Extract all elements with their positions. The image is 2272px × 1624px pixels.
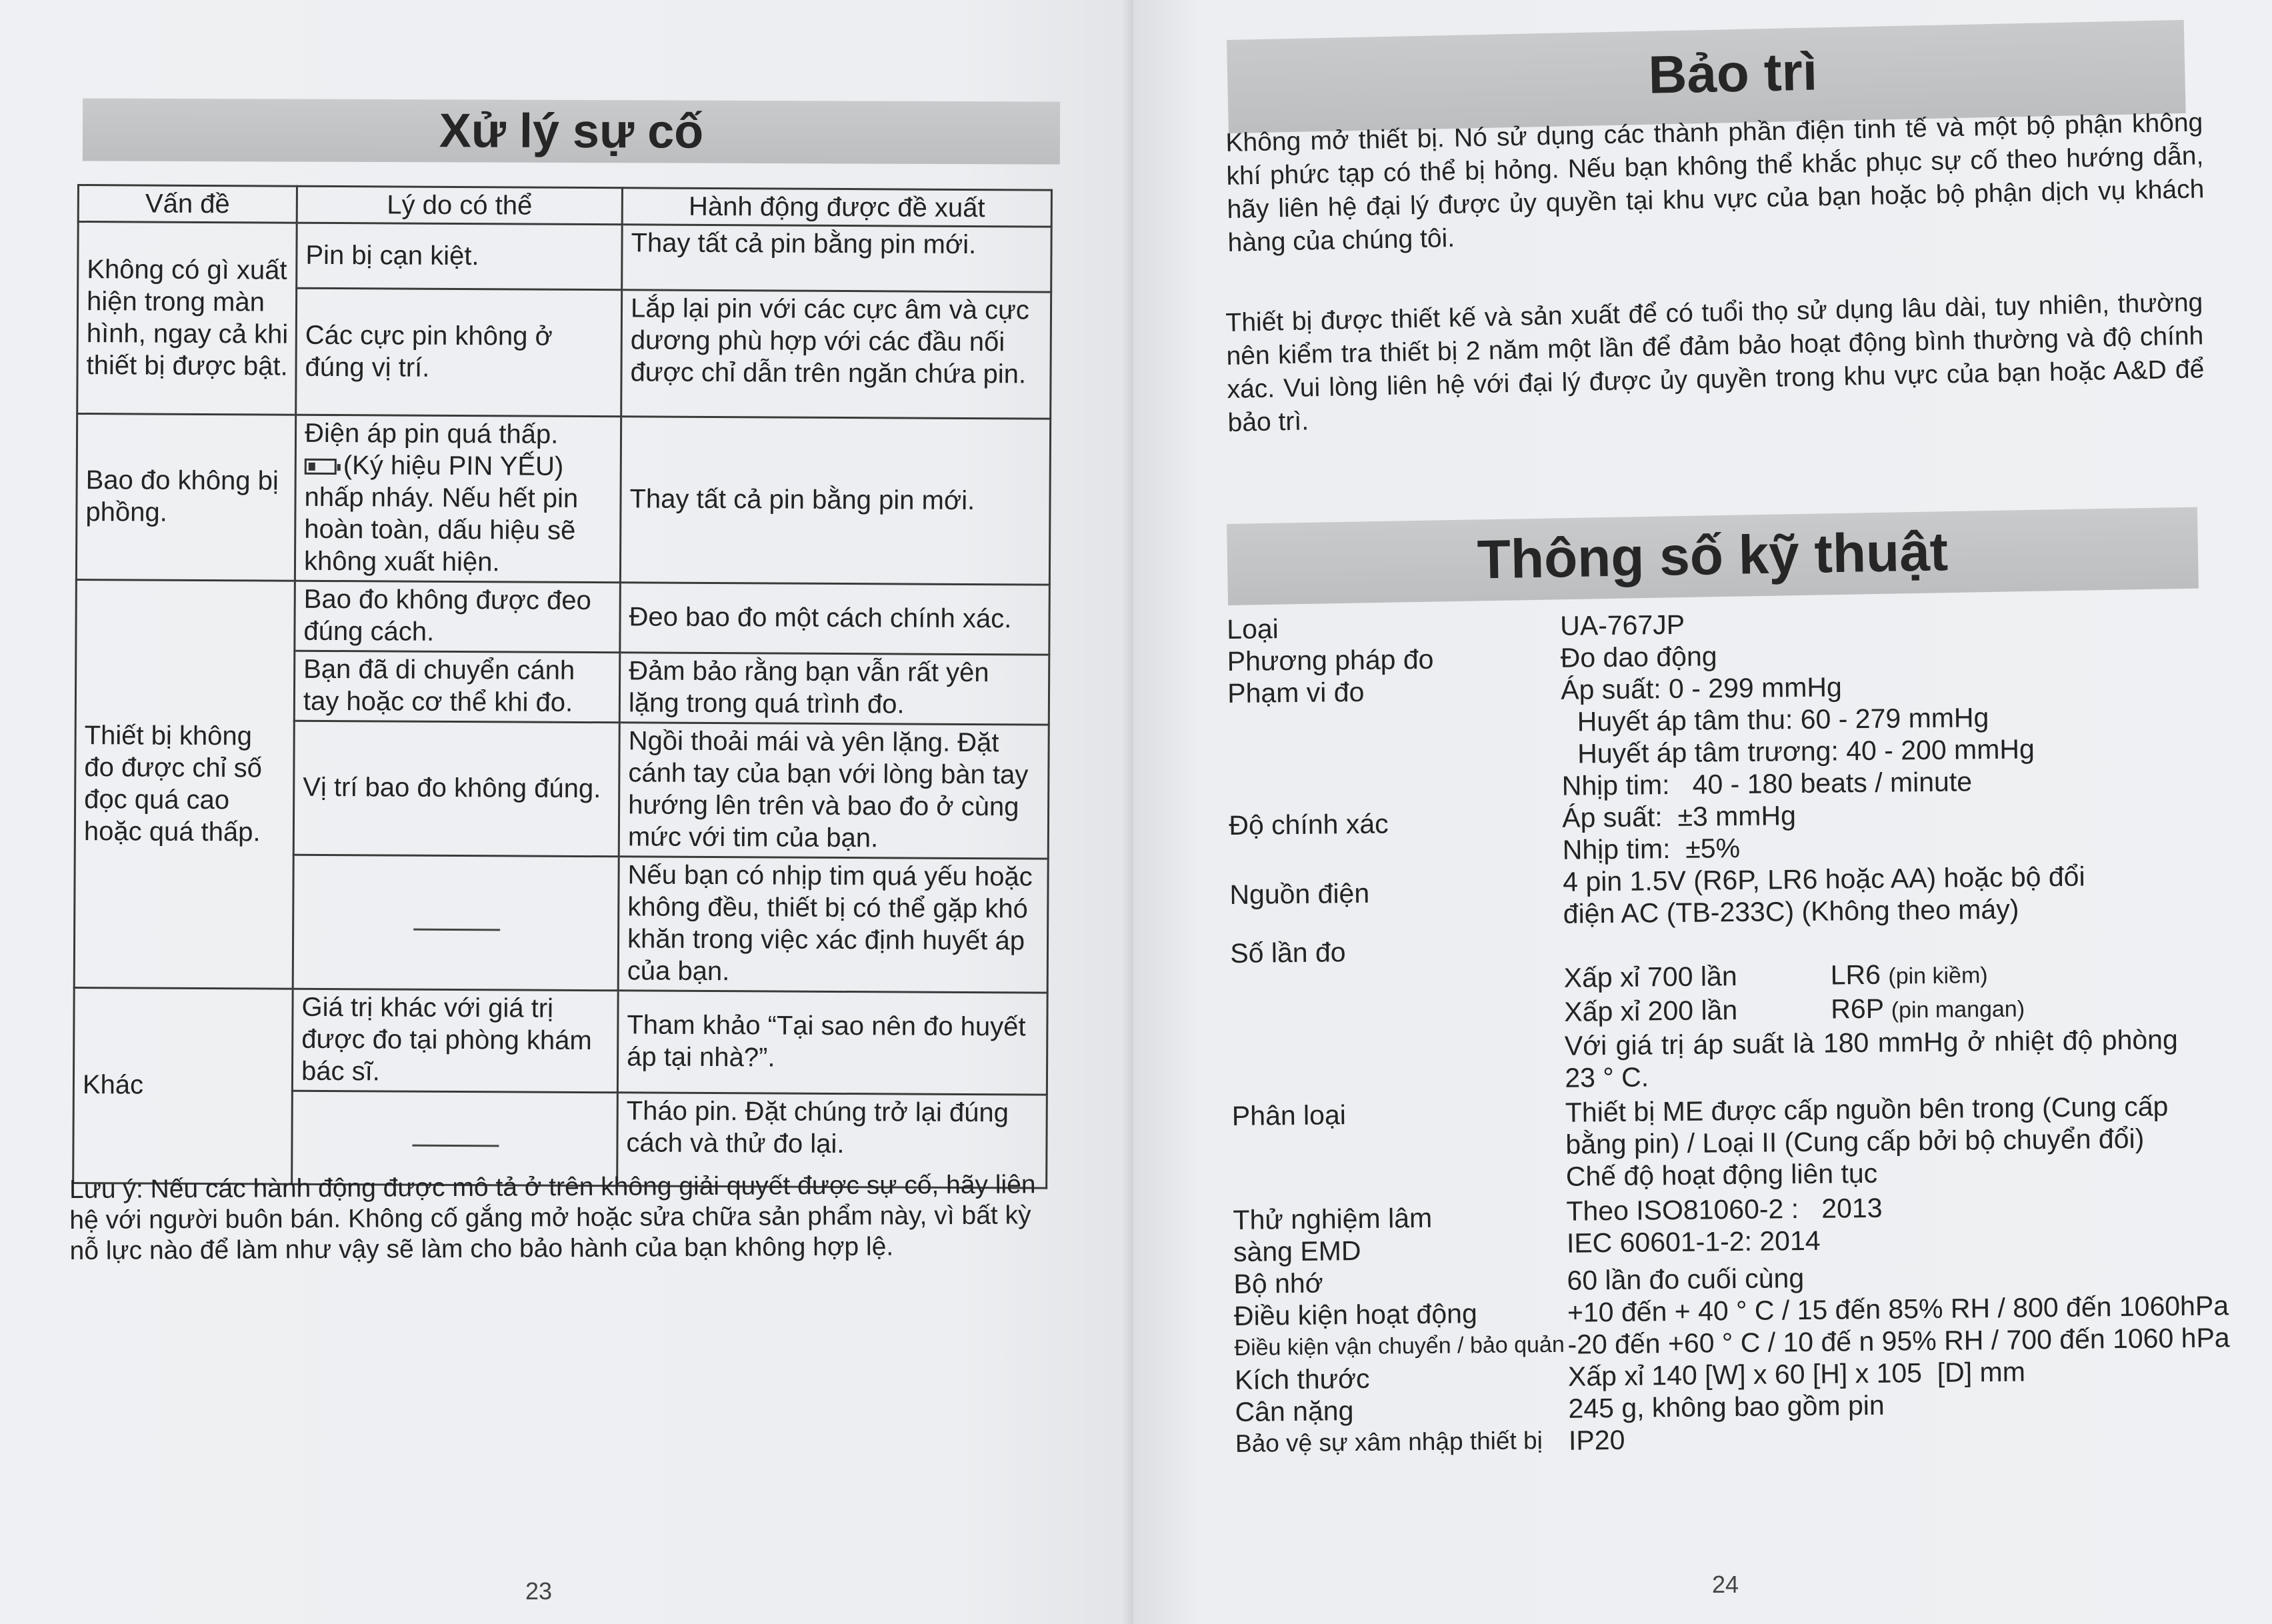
cause-cell: Bạn đã di chuyển cánh tay hoặc cơ thể khi đo. xyxy=(294,651,620,723)
spec-value: Đo dao động xyxy=(1560,641,1717,673)
spec-label: Điều kiện hoạt động xyxy=(1233,1298,1477,1331)
troubleshooting-table xyxy=(72,184,1053,1189)
spec-emd xyxy=(1233,1188,2260,1268)
cause-low-battery-text: (Ký hiệu PIN YẾU) nhấp nháy. Nếu hết pin hoàn toàn, dấu hiệu sẽ không xuất hiện. xyxy=(303,451,579,577)
header-cause: Lý do có thể xyxy=(297,186,622,225)
cause-low-battery-symbol xyxy=(304,449,613,579)
spec-value xyxy=(1563,923,2259,1094)
problem-cuff-not-inflated: Bao đo không bị phồng. xyxy=(76,414,295,581)
dash-line xyxy=(413,929,500,931)
cause-low-voltage: Điện áp pin quá thấp. xyxy=(304,418,559,449)
spec-value: 4 pin 1.5V (R6P, LR6 hoặc AA) hoặc bộ đổi điện AC (TB-233C) (Không theo máy) xyxy=(1563,861,2085,929)
spec-label xyxy=(1233,1195,1567,1268)
spec-label: Cân nặng xyxy=(1235,1395,1354,1427)
cause-cell: Vị trí bao đo không đúng. xyxy=(293,721,619,857)
count-r6p-type: R6P xyxy=(1831,993,1884,1025)
troubleshooting-title: Xử lý sự cố xyxy=(83,98,1060,164)
spec-value: 60 lần đo cuối cùng xyxy=(1567,1262,1805,1296)
count-lr6-times: Xấp xỉ 700 lần xyxy=(1563,961,1737,993)
spec-label: Phân loại xyxy=(1231,1099,1347,1131)
problem-no-display: Không có gì xuất hiện trong màn hình, ngay cả khi thiết bị được bật. xyxy=(77,222,297,415)
table-row xyxy=(76,414,1050,585)
maintenance-paragraph-2: Thiết bị được thiết kế và sản xuất để có tuổi thọ sử dụng lâu dài, tuy nhiên, thường nên kiểm tra thiết bị 2 năm một lần để đảm bảo hoạt động bình thường và độ chính xác. Vui lòng liên hệ với đại lý được ủy quyền trong khu vực của bạn hoặc A&D để bảo trì. xyxy=(1225,288,2205,437)
action-cell: Ngồi thoải mái và yên lặng. Đặt cánh tay của bạn với lòng bàn tay hướng lên trên và bao đo ở cùng mức với tim của bạn. xyxy=(619,723,1049,859)
spec-value xyxy=(1566,1188,2260,1265)
spec-value xyxy=(1562,795,2256,866)
count-note: Với giá trị áp suất là 180 mmHg ở nhiệt độ phòng 23 ° C. xyxy=(1564,1024,2179,1093)
spec-label: Độ chính xác xyxy=(1229,808,1389,841)
spec-value: Xấp xỉ 140 [W] x 60 [H] x 105 [D] mm xyxy=(1567,1356,2026,1392)
spec-count xyxy=(1230,923,2258,1097)
spec-range xyxy=(1227,667,2255,805)
spec-label: Điều kiện vận chuyển / bảo quản xyxy=(1234,1331,1565,1361)
spec-value: 245 g, không bao gồm pin xyxy=(1568,1389,1885,1424)
specifications-title: Thông số kỹ thuật xyxy=(1227,507,2199,605)
table-header-row xyxy=(78,185,1051,227)
spec-accuracy xyxy=(1229,795,2256,869)
troubleshooting-note: Lưu ý: Nếu các hành động được mô tả ở trên không giải quyết được sự cố, hãy liên hệ với người buôn bán. Không cố gắng mở hoặc sửa chữa sản phẩm này, vì bất kỳ nỗ lực nào để làm như vậy sẽ làm cho bảo hành của bạn không hợp lệ. xyxy=(69,1170,1036,1265)
spec-value: -20 đến +60 ° C / 10 đế n 95% RH / 700 đến 1060 hPa xyxy=(1567,1322,2230,1360)
cause-cell-empty xyxy=(293,855,619,991)
range-systolic: Huyết áp tâm thu: 60 - 279 mmHg xyxy=(1577,702,1989,737)
cause-cell xyxy=(295,415,621,583)
spec-classification xyxy=(1232,1089,2259,1196)
spec-label: Loại xyxy=(1227,613,1279,645)
spec-label: Phương pháp đo xyxy=(1227,643,1434,677)
header-action: Hành động được đề xuất xyxy=(622,188,1051,227)
header-problem: Vấn đề xyxy=(78,185,297,223)
action-cell: Tháo pin. Đặt chúng trở lại đúng cách và thử đo lại. xyxy=(617,1093,1047,1188)
spec-value: IP20 xyxy=(1568,1424,1625,1456)
action-cell: Đeo bao đo một cách chính xác. xyxy=(620,583,1050,655)
range-pressure: Áp suất: 0 - 299 mmHg xyxy=(1560,671,1843,705)
spec-label: Số lần đo xyxy=(1230,937,1346,969)
action-cell: Tham khảo “Tại sao nên đo huyết áp tại nhà?”. xyxy=(617,991,1047,1095)
spec-label: Nguồn điện xyxy=(1229,877,1370,910)
dash-line xyxy=(412,1144,499,1147)
accuracy-pressure: Áp suất: ±3 mmHg xyxy=(1561,800,1797,833)
action-cell: Thay tất cả pin bằng pin mới. xyxy=(622,225,1052,292)
maintenance-paragraph-1: Không mở thiết bị. Nó sử dụng các thành phần điện tinh tế và một bộ phận không khí phức tạp có thể bị hỏng. Nếu bạn không thể khắc phục sự cố theo hướng dẫn, hãy liên hệ đại lý được ủy quyền tại khu vực của bạn hoặc bộ phận dịch vụ khách hàng của chúng tôi. xyxy=(1225,108,2205,257)
cause-cell: Bao đo không được đeo đúng cách. xyxy=(295,581,621,653)
low-battery-icon xyxy=(305,459,337,475)
action-cell: Lắp lại pin với các cực âm và cực dương phù hợp với các đầu nối được chỉ dẫn trên ngăn chứa pin. xyxy=(621,290,1051,419)
page-number-left: 23 xyxy=(525,1577,553,1605)
cause-cell: Các cực pin không ở đúng vị trí. xyxy=(296,288,622,417)
action-cell: Thay tất cả pin bằng pin mới. xyxy=(620,417,1050,585)
table-row xyxy=(76,579,1050,655)
spec-value xyxy=(1561,667,2255,802)
emd-label-line1: Thử nghiệm lâm xyxy=(1233,1202,1433,1235)
spec-label: Bảo vệ sự xâm nhập thiết bị xyxy=(1235,1427,1543,1457)
count-lr6-desc: (pin kiềm) xyxy=(1888,963,1988,989)
range-diastolic: Huyết áp tâm trương: 40 - 200 mmHg xyxy=(1577,733,2035,769)
spec-label: Kích thước xyxy=(1234,1363,1370,1395)
spec-value: +10 đến + 40 ° C / 15 đến 85% RH / 800 đến 1060hPa xyxy=(1567,1290,2229,1328)
count-r6p-times: Xấp xỉ 200 lần xyxy=(1564,995,1738,1027)
action-cell: Đảm bảo rằng bạn vẫn rất yên lặng trong quá trình đo. xyxy=(619,653,1049,725)
count-r6p-desc: (pin mangan) xyxy=(1891,996,2025,1023)
cause-cell: Giá trị khác với giá trị được đo tại phòng khám bác sĩ. xyxy=(292,989,618,1093)
spec-value: UA-767JP xyxy=(1559,609,1685,641)
count-lr6-type: LR6 xyxy=(1830,959,1881,991)
emd-value-2: IEC 60601-1-2: 2014 xyxy=(1566,1225,1821,1259)
range-pulse: Nhịp tim: 40 - 180 beats / minute xyxy=(1561,766,1973,801)
maintenance-title: Bảo trì xyxy=(1227,20,2186,133)
specifications-list xyxy=(1227,603,2262,1460)
spec-label: Bộ nhớ xyxy=(1233,1267,1323,1299)
problem-other: Khác xyxy=(73,987,293,1184)
table-row xyxy=(78,222,1051,293)
problem-bad-reading: Thiết bị không đo được chỉ số đọc quá cao hoặc quá thấp. xyxy=(74,579,295,989)
accuracy-pulse: Nhịp tim: ±5% xyxy=(1562,832,1741,865)
emd-value-1: Theo ISO81060-2 : 2013 xyxy=(1566,1192,1883,1227)
spec-label: Phạm vi đo xyxy=(1227,676,1365,709)
emd-label-line2: sàng EMD xyxy=(1233,1235,1361,1267)
spec-value: Thiết bị ME được cấp nguồn bên trong (Cung cấp bằng pin) / Loại II (Cung cấp bởi bộ chuyển đổi) Chế độ hoạt động liên tục xyxy=(1565,1091,2169,1192)
page-right xyxy=(1133,0,2272,1624)
action-cell: Nếu bạn có nhịp tim quá yếu hoặc không đều, thiết bị có thể gặp khó khăn trong việc xác định huyết áp của bạn. xyxy=(618,857,1048,993)
page-left xyxy=(0,0,1129,1624)
table-row xyxy=(73,987,1047,1095)
cause-cell: Pin bị cạn kiệt. xyxy=(297,223,623,290)
page-number-right: 24 xyxy=(1712,1571,1739,1598)
spec-power xyxy=(1229,859,2257,933)
